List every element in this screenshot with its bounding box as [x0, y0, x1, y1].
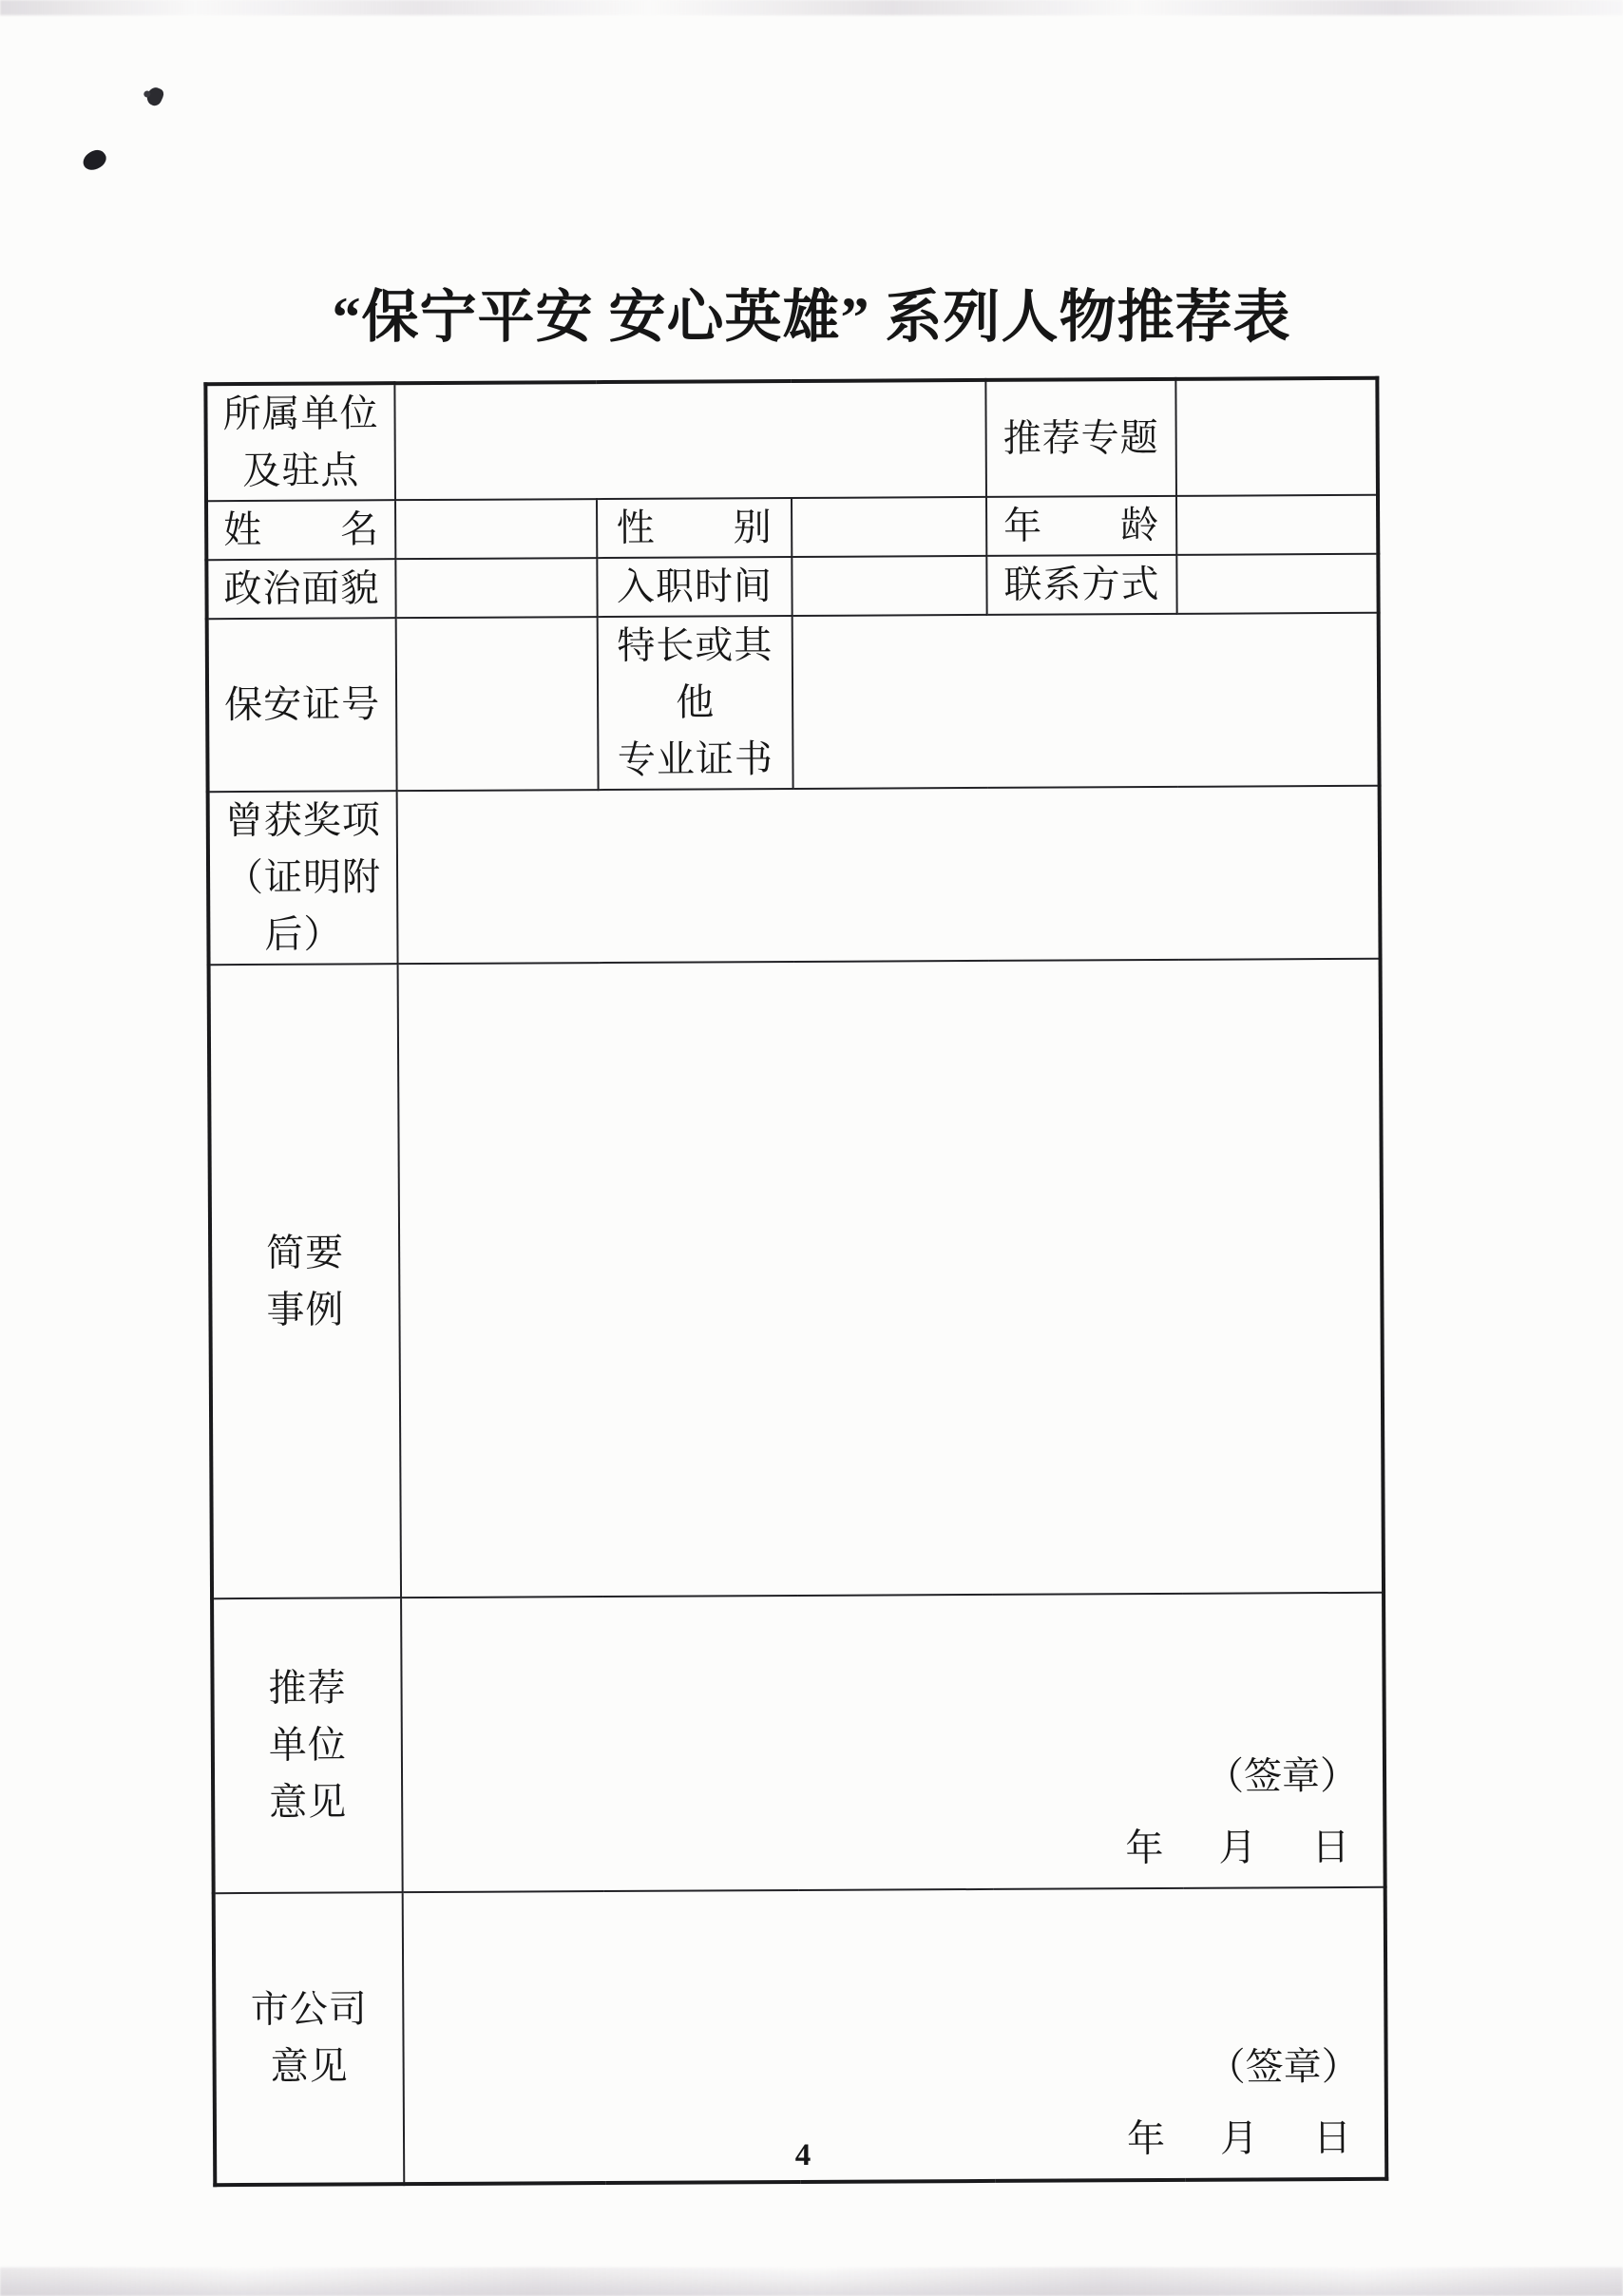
gender-label-cell: 性 别 — [597, 498, 792, 558]
table-row — [212, 1593, 1385, 1893]
table-row — [206, 495, 1378, 560]
topic-label-cell: 推荐专题 — [985, 379, 1176, 497]
topic-value-cell — [1175, 378, 1378, 496]
page-number: 4 — [794, 2138, 812, 2172]
scan-noise-top — [0, 0, 1623, 15]
contact-value-cell — [1176, 554, 1378, 614]
political-value-cell — [395, 558, 597, 618]
age-label-cell: 年 龄 — [986, 496, 1176, 556]
unit-opinion-label-cell: 推荐 单位 意见 — [212, 1598, 403, 1893]
unit-label-cell: 所属单位 及驻点 — [205, 383, 395, 501]
unit-opinion-date-label: 年 月 日 — [1125, 1825, 1359, 1870]
brief-case-value-cell — [398, 959, 1384, 1598]
gender-value-cell — [792, 497, 986, 557]
specialty-label-cell: 特长或其他 专业证书 — [598, 616, 793, 790]
company-opinion-seal-label: （签章） — [1207, 2044, 1360, 2089]
table-row — [206, 554, 1378, 619]
company-opinion-label-cell: 市公司 意见 — [214, 1892, 405, 2185]
company-opinion-date-label: 年 月 日 — [1126, 2115, 1361, 2161]
political-label-cell: 政治面貌 — [206, 559, 395, 619]
hire-date-value-cell — [792, 556, 986, 616]
contact-label-cell: 联系方式 — [986, 555, 1176, 615]
guard-cert-value-cell — [396, 617, 599, 791]
awards-value-cell — [397, 786, 1381, 964]
age-value-cell — [1176, 495, 1378, 555]
awards-label-cell: 曾获奖项 （证明附后） — [208, 791, 398, 965]
ink-speck — [144, 86, 165, 108]
ink-speck — [80, 146, 109, 174]
name-label-cell: 姓 名 — [206, 500, 395, 560]
unit-value-cell — [394, 380, 986, 500]
recommendation-form-table — [203, 376, 1384, 2161]
hire-date-label-cell: 入职时间 — [597, 557, 792, 617]
unit-opinion-seal-label: （签章） — [1205, 1753, 1359, 1798]
name-value-cell — [395, 499, 597, 559]
table-row — [207, 613, 1380, 792]
form-title: “保宁平安 安心英雄” 系列人物推荐表 — [332, 286, 1291, 349]
specialty-value-cell — [792, 613, 1380, 789]
brief-case-label-cell: 简要 事例 — [209, 964, 401, 1598]
unit-opinion-value-cell — [401, 1593, 1385, 1892]
table-row — [205, 378, 1378, 501]
scan-noise-bottom — [0, 2267, 1623, 2296]
table-row — [209, 959, 1384, 1598]
guard-cert-label-cell: 保安证号 — [207, 618, 397, 792]
table-row — [208, 786, 1381, 965]
